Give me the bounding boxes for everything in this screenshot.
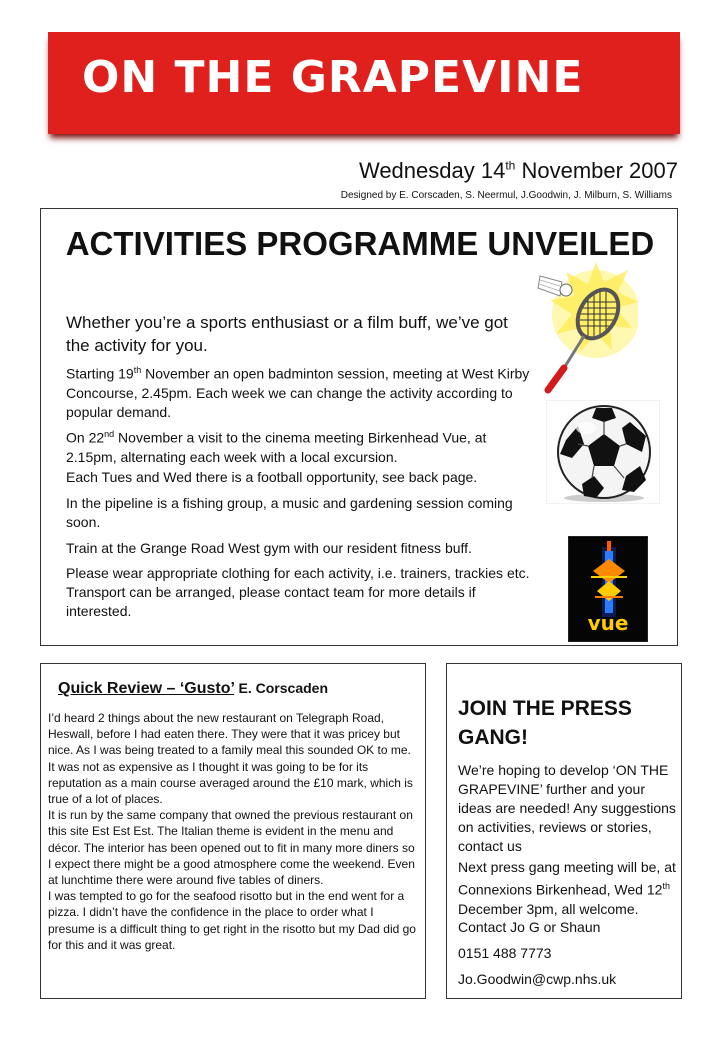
- review-paragraph: I’d heard 2 things about the new restaurant on Telegraph Road, Heswall, before I had eaten there. They were that it was pricey but nice. As I was being treated to a family meal this sounded OK to me. It was not as expensive as I thought it was going to be for its reputation as a main course averaged around the £10 mark, which is true of a lot of places.: [48, 711, 413, 807]
- designers-credit: Designed by E. Corscaden, S. Neermul, J.Goodwin, J. Milburn, S. Williams: [340, 190, 672, 201]
- activities-paragraph: Starting 19th November an open badminton session, meeting at West Kirby Concourse, 2.45pm. Each week we can change the activity according to popular demand.: [66, 365, 530, 420]
- review-author: E. Corscaden: [238, 680, 328, 696]
- press-email: Jo.Goodwin@cwp.nhs.uk: [458, 971, 617, 987]
- football-icon: [546, 400, 660, 504]
- cinema-photo: [568, 536, 648, 642]
- press-contact: Contact Jo G or Shaun: [458, 919, 601, 935]
- masthead-banner: [48, 32, 680, 134]
- review-paragraph: It is run by the same company that owned the previous restaurant on this site Est Est Est. The Italian theme is evident in the menu and décor. The interior has been opened out to fit in many more diners so I expect there might be a good atmosphere come the weekend. Even at lunchtime there were around five tables of diners.: [48, 808, 415, 888]
- activities-headline: ACTIVITIES PROGRAMME UNVEILED: [65, 225, 655, 262]
- badminton-racket-icon: [532, 262, 638, 394]
- newsletter-title: ON THE GRAPEVINE: [82, 52, 584, 103]
- press-meeting: Next press gang meeting will be, at Connexions Birkenhead, Wed 12th December 3pm, all welcome.: [458, 859, 676, 917]
- press-phone: 0151 488 7773: [458, 945, 552, 961]
- activities-paragraph: Each Tues and Wed there is a football opportunity, see back page.: [66, 469, 478, 485]
- press-gang-title: JOIN THE PRESS GANG!: [458, 697, 632, 749]
- activities-paragraph: Train at the Grange Road West gym with our resident fitness buff.: [66, 540, 472, 556]
- activities-paragraph: In the pipeline is a fishing group, a music and gardening session coming soon.: [66, 495, 513, 530]
- activities-paragraph: Please wear appropriate clothing for each activity, i.e. trainers, trackies etc. Transport can be arranged, please contact team for more details if interested.: [66, 565, 530, 619]
- review-title: Quick Review – ‘Gusto’ E. Corscaden: [58, 680, 328, 697]
- press-paragraph: We’re hoping to develop ‘ON THE GRAPEVINE’ further and your ideas are needed! Any suggestions on activities, reviews or stories, contact us: [458, 762, 676, 854]
- activities-paragraph: On 22nd November a visit to the cinema meeting Birkenhead Vue, at 2.15pm, alternating each week with a local excursion.: [66, 429, 487, 465]
- cinema-logo-text: vue: [587, 611, 629, 635]
- shuttlecock-icon: [538, 276, 572, 296]
- review-body: [48, 710, 418, 953]
- issue-date: Wednesday 14th November 2007: [358, 158, 678, 183]
- review-paragraph: I was tempted to go for the seafood risotto but in the end went for a pizza. I didn’t have the confidence in the place to order what I presume is a difficult thing to get right in the risotto but my Dad did go for this and it was great.: [48, 889, 416, 952]
- activities-intro: Whether you’re a sports enthusiast or a film buff, we’ve got the activity for you.: [66, 313, 508, 355]
